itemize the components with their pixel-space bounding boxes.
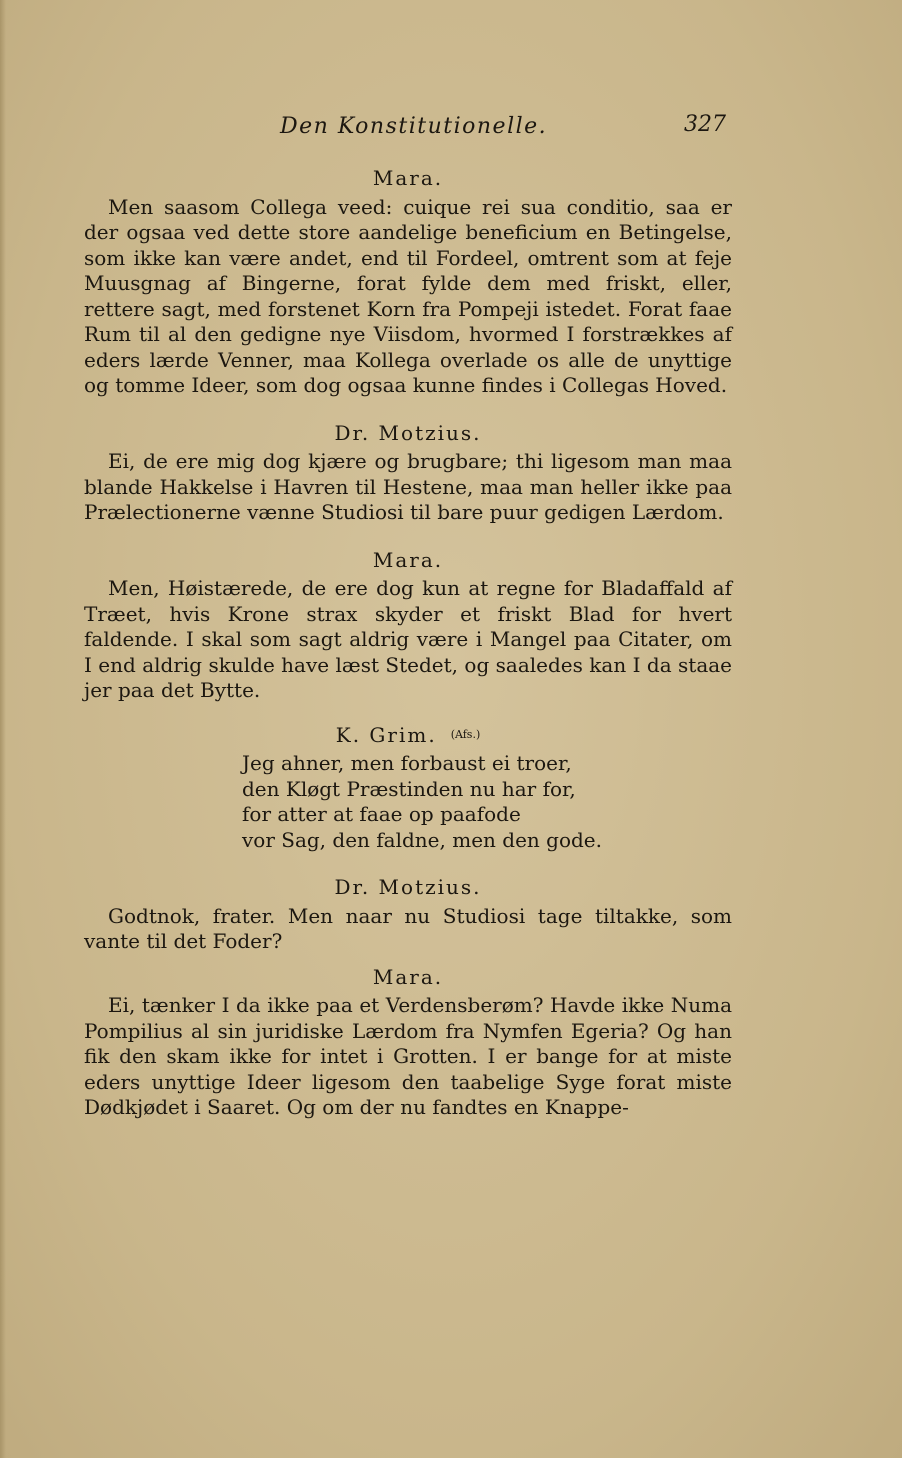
running-title: Den Konstitutionelle.: [280, 114, 548, 139]
speaker-name: Mara.: [372, 547, 444, 572]
running-head: [84, 114, 730, 144]
verse-line: vor Sag, den faldne, men den gode.: [242, 827, 602, 852]
page-edge: [0, 0, 6, 1458]
speech-paragraph: Ei, tænker I da ikke paa et Verdensberøm? Havde ikke Numa Pompilius al sin juridiske Lærdom fra Nymfen Egeria? Og han fik den skam ikke for intet i Grotten. I er bange for at miste eders unyttige Ideer ligesom den taabelige Syge forat miste Dødkjødet i Saaret. Og om der nu fandtes en Knappe-: [84, 993, 732, 1119]
stage-direction-aside: (Afs.): [450, 727, 481, 741]
speaker-name-text: K. Grim.: [335, 722, 437, 747]
speech-paragraph: Men saasom Collega veed: cuique rei sua conditio, saa er der ogsaa ved dette store aandelige beneficium en Betingelse, som ikke kan være andet, end til Fordeel, omtrent som at feje Muusgnag af Bingerne, forat fylde dem med friskt, eller, rettere sagt, med forstenet Korn fra Pompeji istedet. Forat faae Rum til al den gedigne nye Viisdom, hvormed I forstrækkes af eders lærde Venner, maa Kollega overlade os alle de unyttige og tomme Ideer, som dog ogsaa kunne findes i Collegas Hoved.: [84, 194, 732, 397]
speaker-name: [84, 722, 732, 749]
speech-paragraph: Men, Høistærede, de ere dog kun at regne for Bladaffald af Træet, hvis Krone strax skyder et friskt Blad for hvert faldende. I skal som sagt aldrig være i Mangel paa Citater, om I end aldrig skulde have læst Stedet, og saaledes kan I da staae jer paa det Bytte.: [84, 576, 732, 702]
speaker-name: Dr. Motzius.: [334, 420, 482, 445]
speaker-name: Dr. Motzius.: [334, 875, 482, 899]
verse-line: for atter at faae op paafode: [242, 802, 521, 826]
verse-line: den Kløgt Præstinden nu har for,: [242, 776, 576, 801]
verse-line: Jeg ahner, men forbaust ei troer,: [242, 751, 572, 775]
speech-paragraph: Ei, de ere mig dog kjære og brugbare; thi ligesom man maa blande Hakkelse i Havren til Hestene, maa man heller ikke paa Prælectionerne vænne Studiosi til bare puur gedigen Lærdom.: [84, 449, 732, 524]
speech-paragraph: Godtnok, frater. Men naar nu Studiosi tage tiltakke, som vante til det Foder?: [84, 903, 732, 953]
page-number: 327: [684, 112, 726, 137]
text-block: [84, 166, 732, 1121]
speaker-name: Mara.: [372, 964, 444, 989]
verse-stanza: [242, 751, 732, 853]
speaker-name: Mara.: [372, 166, 444, 190]
